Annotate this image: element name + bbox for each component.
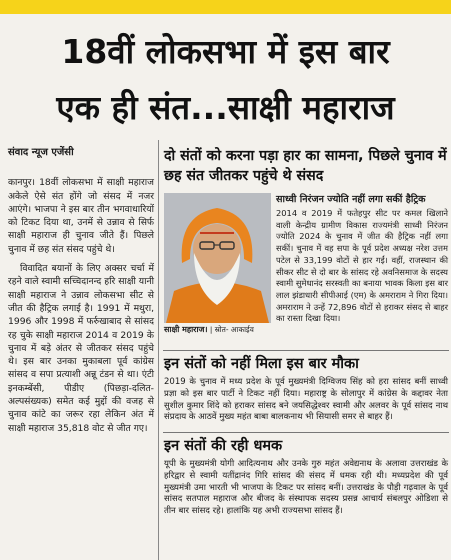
sidebar-box xyxy=(276,193,448,325)
section-1-body: 2019 के चुनाव में मध्य प्रदेश के पूर्व मुख्यमंत्री दिग्विजय सिंह को हरा सांसद बनीं साध्वी प्रज्ञा को इस बार पार्टी ने टिकट नहीं दिया। महाराष्ट्र के सोलापुर में कांग्रेस के कद्दावर नेता सुशील कुमार शिंदे को हराकर सांसद बने जयसिद्धेश्वर स्वामी और अलवर के पूर्व सांसद नाथ संप्रदाय के आठवें मुख्य महंत बाबा बालकनाथ भी सियासी समर से बाहर हैं। xyxy=(164,377,448,423)
section-2-heading: इन संतों की रही धमक xyxy=(164,438,283,454)
sidebar-box-body: 2014 व 2019 में फतेहपुर सीट पर कमल खिलाने वाली केन्द्रीय ग्रामीण विकास राज्यमंत्री साध्वी निरंजन ज्योति 2024 के चुनाव में जीत की हैट्रिक नहीं लगा सकीं। चुनाव में वह सपा के पूर्व प्रदेश अध्यक्ष नरेश उत्तम पटेल से 33,199 वोटों से हार गईं। वहीं, राजस्थान की सीकर सीट से दो बार के सांसद रहे अवनिसमाज के सदस्य स्वामी सुमेधानंद सरस्वती का बनाया भावक किला इस बार लाल झंडाधारी सीपीआई (एम) के अमराराम ने गिरा दिया। अमराराम ने उन्हें 72,896 वोटों से हराकर संसद से बाहर का रास्ता दिखा दिया। xyxy=(276,208,448,324)
sidebar-box-heading: साध्वी निरंजन ज्योति नहीं लगा सकीं हैट्रिक xyxy=(276,194,426,205)
photo-caption: साक्षी महाराज। | स्रोत- आकाईव xyxy=(164,325,254,334)
column-divider xyxy=(158,140,159,560)
left-paragraph-2: विवादित बयानों के लिए अक्सर चर्चा में रहने वाले स्वामी सच्चिदानन्द हरि साक्षी यानी साक्षी महाराज ने उन्नाव लोकसभा सीट से जीत की हैट्रिक लगाई है। 1991 में मथुरा, 1996 और 1998 में फर्रुखाबाद से सांसद रह चुके साक्षी महाराज 2014 व 2019 के चुनाव में बड़े अंतर से जीतकर संसद पहुंचे थे। इस बार उनका मुकाबला पूर्व कांग्रेस सांसद व सपा प्रत्याशी अन्नू टंडन से था। एंटी इनकम्बेंसी, पीडीए (पिछड़ा-दलित-अल्पसंख्यक) समेत कई मुद्दों की वजह से चुनाव कांटे का जरूर रहा लेकिन अंत में साक्षी महाराज 35,818 वोट से जीत गए। xyxy=(8,263,154,434)
subheadline: दो संतों को करना पड़ा हार का सामना, पिछले चुनाव में छह संत जीतकर पहुंचे थे संसद xyxy=(164,148,447,184)
left-column xyxy=(8,146,154,441)
photo-caption-name: साक्षी महाराज। xyxy=(164,325,208,334)
sakshi-maharaj-photo xyxy=(164,193,271,323)
photo-caption-credit: स्रोत- आकाईव xyxy=(214,325,254,334)
section-divider-2 xyxy=(163,432,449,433)
left-paragraph-1: कानपुर। 18वीं लोकसभा में साक्षी महाराज अकेले ऐसे संत होंगे जो संसद में नजर आएंगे। भाजपा ने इस बार तीन भगवाधारियों को टिकट दिया था, उनमें से उन्नाव से सिर्फ साक्षी महाराज ही चुनाव जीते हैं। पिछले चुनाव में छह संत संसद पहुंचे थे। xyxy=(8,177,154,255)
saint-portrait-icon xyxy=(164,193,271,323)
section-2-body: यूपी के मुख्यमंत्री योगी आदित्यनाथ और उनके गुरु महंत अवेद्यनाथ के अलावा उत्तराखंड के हरिद्वार से स्वामी यतींद्रानंद गिरि सांसद की संसद में धमक रही थी। मध्यप्रदेश की पूर्व मुख्यमंत्री उमा भारती भी भाजपा के टिकट पर सांसद बनीं। उत्तराखंड के पौड़ी गढ़वाल के पूर्व सांसद सतपाल महाराज और बीजद के संस्थापक सदस्य प्रसन्न आचार्य संबलपुर ओडिशा से तीन बार सांसद रहे। हालांकि यह अभी राज्यसभा सांसद हैं। xyxy=(164,459,448,517)
headline-line-1: 18वीं लोकसभा में इस बार xyxy=(61,32,390,71)
top-color-bar xyxy=(0,0,451,14)
byline: संवाद न्यूज एजेंसी xyxy=(8,147,74,158)
headline-line-2: एक ही संत...साक्षी महाराज xyxy=(56,88,395,127)
section-divider-1 xyxy=(163,350,449,351)
section-1-heading: इन संतों को नहीं मिला इस बार मौका xyxy=(164,356,359,372)
